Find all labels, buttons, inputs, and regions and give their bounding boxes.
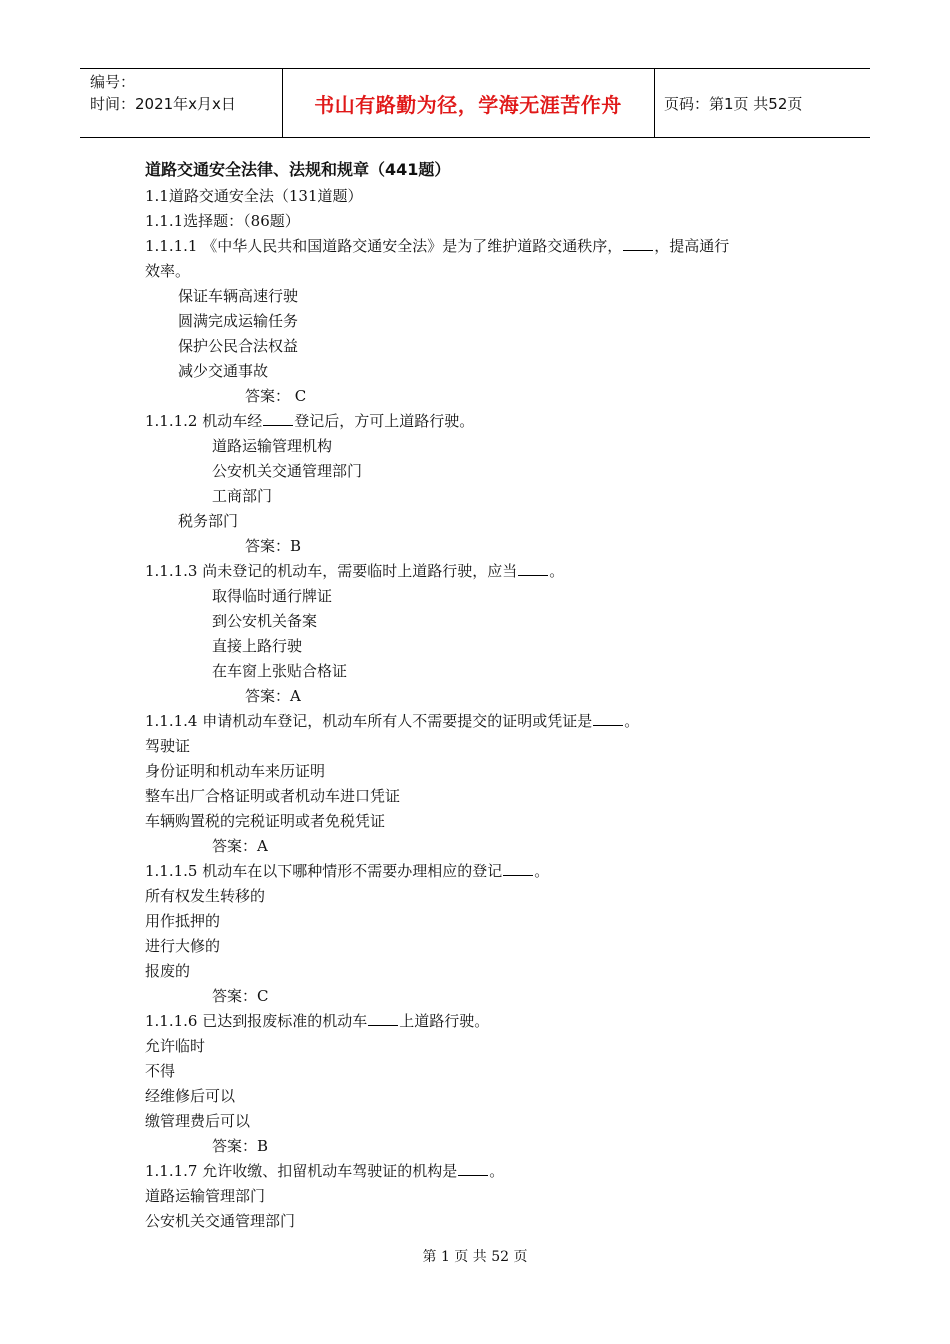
option: 税务部门 (178, 512, 239, 530)
blank-line (503, 861, 533, 876)
option: 道路运输管理机构 (212, 437, 333, 455)
question-7: 1.1.1.7 允许收缴、扣留机动车驾驶证的机构是 。 (145, 1162, 505, 1180)
blank-line (368, 1011, 398, 1026)
blank-line (518, 561, 548, 576)
answer: 答案：A (212, 837, 268, 855)
option: 公安机关交通管理部门 (145, 1212, 296, 1230)
option: 圆满完成运输任务 (178, 312, 299, 330)
option: 工商部门 (212, 487, 273, 505)
question-1-cont: 效率。 (145, 262, 191, 280)
answer: 答案：A (245, 687, 301, 705)
option: 缴管理费后可以 (145, 1112, 251, 1130)
document-header (80, 68, 870, 138)
option: 取得临时通行牌证 (212, 587, 333, 605)
option: 不得 (145, 1062, 176, 1080)
blank-line (623, 236, 653, 251)
header-page-label: 页码：第1页 共52页 (664, 95, 803, 113)
answer: 答案： C (245, 387, 307, 405)
option: 驾驶证 (145, 737, 191, 755)
header-time-label: 时间：2021年x月x日 (90, 95, 236, 113)
option: 在车窗上张贴合格证 (212, 662, 348, 680)
option: 直接上路行驶 (212, 637, 303, 655)
option: 到公安机关备案 (212, 612, 318, 630)
question-4: 1.1.1.4 申请机动车登记，机动车所有人不需要提交的证明或凭证是 。 (145, 712, 640, 730)
question-6: 1.1.1.6 已达到报废标准的机动车 上道路行驶。 (145, 1012, 490, 1030)
subsection-heading: 1.1.1选择题：（86题） (145, 212, 300, 230)
blank-line (593, 711, 623, 726)
question-1: 1.1.1.1 《中华人民共和国道路交通安全法》是为了维护道路交通秩序， ，提高通行 (145, 237, 730, 255)
option: 道路运输管理部门 (145, 1187, 266, 1205)
option: 允许临时 (145, 1037, 206, 1055)
option: 所有权发生转移的 (145, 887, 266, 905)
blank-line (458, 1161, 488, 1176)
option: 车辆购置税的完税证明或者免税凭证 (145, 812, 386, 830)
option: 整车出厂合格证明或者机动车进口凭证 (145, 787, 401, 805)
option: 公安机关交通管理部门 (212, 462, 363, 480)
option: 保护公民合法权益 (178, 337, 299, 355)
section-heading: 1.1道路交通安全法（131道题） (145, 187, 363, 205)
header-meta (90, 71, 236, 115)
blank-line (263, 411, 293, 426)
option: 保证车辆高速行驶 (178, 287, 299, 305)
section-title: 道路交通安全法律、法规和规章（441题） (145, 160, 451, 179)
option: 报废的 (145, 962, 191, 980)
option: 进行大修的 (145, 937, 221, 955)
header-motto: 书山有路勤为径，学海无涯苦作舟 (314, 93, 622, 117)
header-number-label: 编号： (90, 73, 136, 91)
option: 经维修后可以 (145, 1087, 236, 1105)
question-2: 1.1.1.2 机动车经 登记后，方可上道路行驶。 (145, 412, 475, 430)
answer: 答案：B (245, 537, 302, 555)
question-3: 1.1.1.3 尚未登记的机动车，需要临时上道路行驶，应当 。 (145, 562, 565, 580)
header-divider (654, 69, 655, 137)
option: 用作抵押的 (145, 912, 221, 930)
answer: 答案：C (212, 987, 269, 1005)
option: 减少交通事故 (178, 362, 269, 380)
question-5: 1.1.1.5 机动车在以下哪种情形不需要办理相应的登记 。 (145, 862, 550, 880)
option: 身份证明和机动车来历证明 (145, 762, 326, 780)
page-footer: 第 1 页 共 52 页 (422, 1249, 528, 1265)
answer: 答案：B (212, 1137, 269, 1155)
